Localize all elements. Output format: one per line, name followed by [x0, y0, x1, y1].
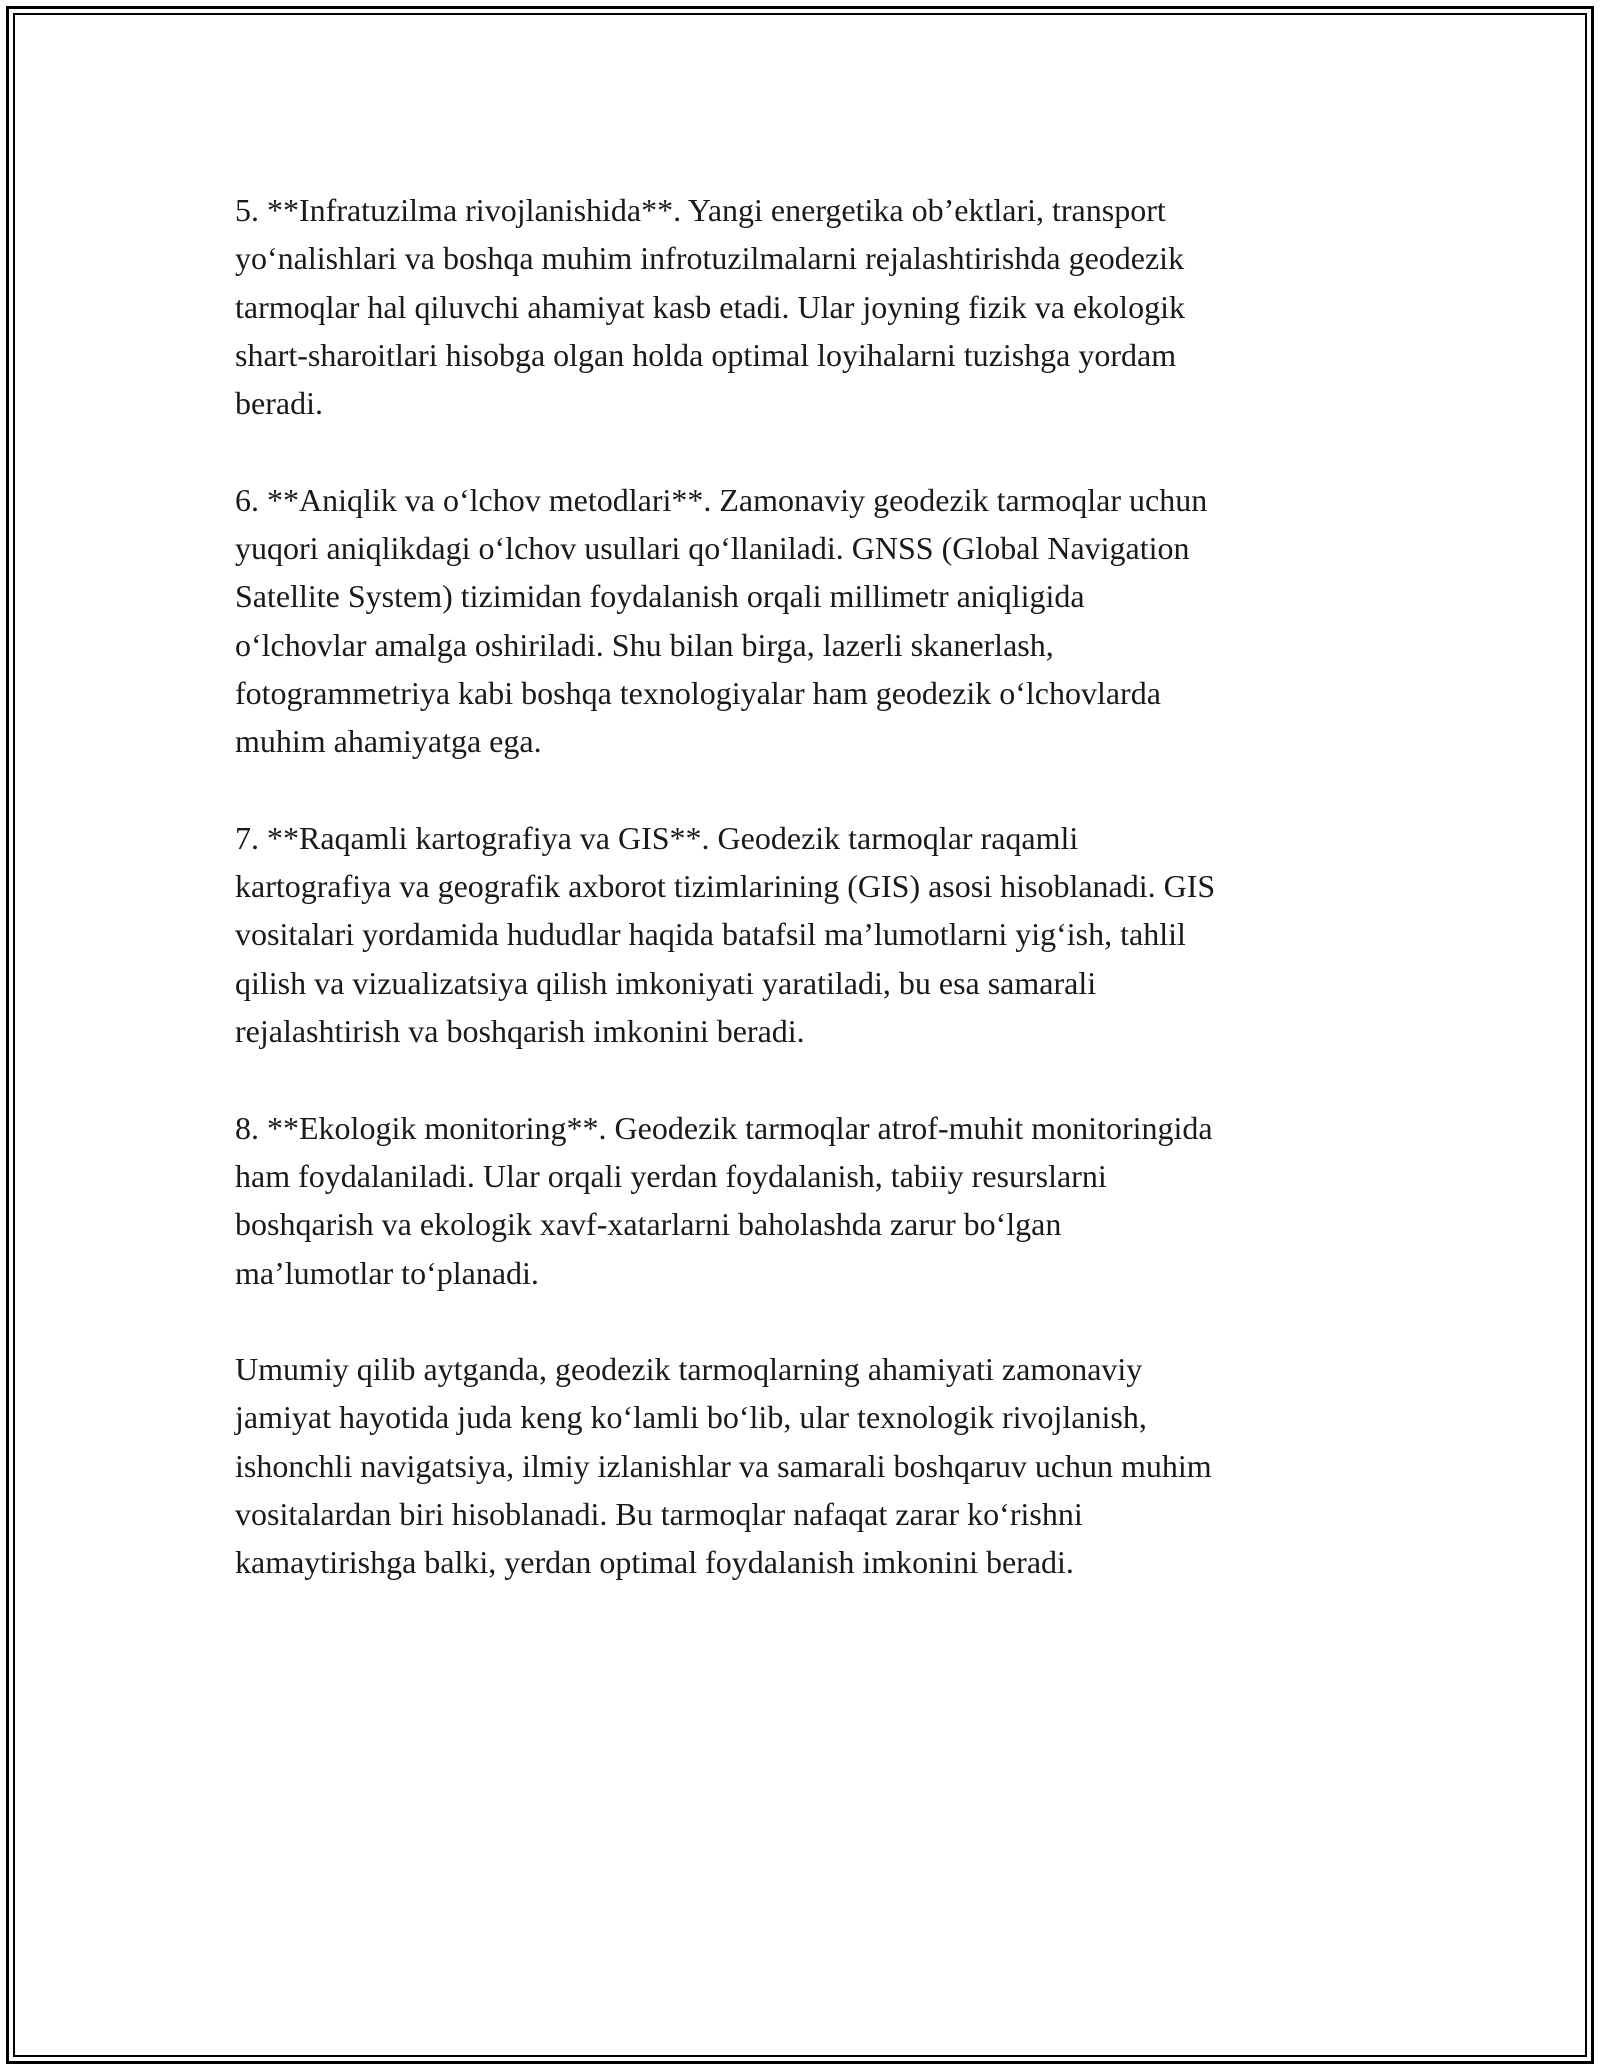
text-line: Satellite System) tizimidan foydalanish orqali millimetr aniqligida	[235, 578, 1085, 615]
text-line: qilish va vizualizatsiya qilish imkoniyati yaratiladi, bu esa samarali	[235, 964, 1097, 1001]
paragraph-accuracy-methods	[235, 476, 1365, 766]
text-line: tarmoqlar hal qiluvchi ahamiyat kasb etadi. Ular joyning fizik va ekologik	[235, 288, 1185, 325]
text-line: jamiyat hayotida juda keng ko‘lamli bo‘lib, ular texnologik rivojlanish,	[235, 1399, 1147, 1436]
text-line: beradi.	[235, 385, 323, 422]
text-line: vositalardan biri hisoblanadi. Bu tarmoqlar nafaqat zarar ko‘rishni	[235, 1496, 1083, 1533]
text-line: yuqori aniqlikdagi o‘lchov usullari qo‘llaniladi. GNSS (Global Navigation	[235, 530, 1190, 567]
text-line: fotogrammetriya kabi boshqa texnologiyalar ham geodezik o‘lchovlarda	[235, 674, 1161, 711]
text-line: 5. **Infratuzilma rivojlanishida**. Yangi energetika ob’ektlari, transport	[235, 192, 1166, 228]
text-line: ma’lumotlar to‘planadi.	[235, 1254, 539, 1291]
paragraph-conclusion	[235, 1345, 1365, 1586]
text-line: muhim ahamiyatga ega.	[235, 723, 542, 760]
text-line: yo‘nalishlari va boshqa muhim infrotuzilmalarni rejalashtirishda geodezik	[235, 240, 1185, 277]
text-line: Umumiy qilib aytganda, geodezik tarmoqlarning ahamiyati zamonaviy	[235, 1351, 1143, 1388]
text-line: 6. **Aniqlik va o‘lchov metodlari**. Zamonaviy geodezik tarmoqlar uchun	[235, 481, 1208, 518]
paragraph-digital-cartography	[235, 814, 1365, 1055]
text-line: 8. **Ekologik monitoring**. Geodezik tarmoqlar atrof-muhit monitoringida	[235, 1109, 1213, 1146]
text-line: rejalashtirish va boshqarish imkonini beradi.	[235, 1013, 805, 1050]
paragraph-ecological-monitoring	[235, 1104, 1365, 1297]
text-line: kamaytirishga balki, yerdan optimal foydalanish imkonini beradi.	[235, 1544, 1074, 1581]
text-line: o‘lchovlar amalga oshiriladi. Shu bilan birga, lazerli skanerlash,	[235, 626, 1054, 663]
text-line: shart-sharoitlari hisobga olgan holda optimal loyihalarni tuzishga yordam	[235, 336, 1177, 373]
text-line: kartografiya va geografik axborot tizimlarining (GIS) asosi hisoblanadi. GIS	[235, 868, 1216, 905]
text-line: boshqarish va ekologik xavf-xatarlarni baholashda zarur bo‘lgan	[235, 1206, 1062, 1243]
paragraph-infrastructure	[235, 186, 1365, 427]
text-line: ishonchli navigatsiya, ilmiy izlanishlar va samarali boshqaruv uchun muhim	[235, 1447, 1212, 1484]
document-body	[235, 186, 1365, 1635]
text-line: 7. **Raqamli kartografiya va GIS**. Geodezik tarmoqlar raqamli	[235, 819, 1079, 856]
text-line: vositalari yordamida hududlar haqida batafsil ma’lumotlarni yig‘ish, tahlil	[235, 916, 1186, 953]
text-line: ham foydalaniladi. Ular orqali yerdan foydalanish, tabiiy resurslarni	[235, 1157, 1107, 1194]
